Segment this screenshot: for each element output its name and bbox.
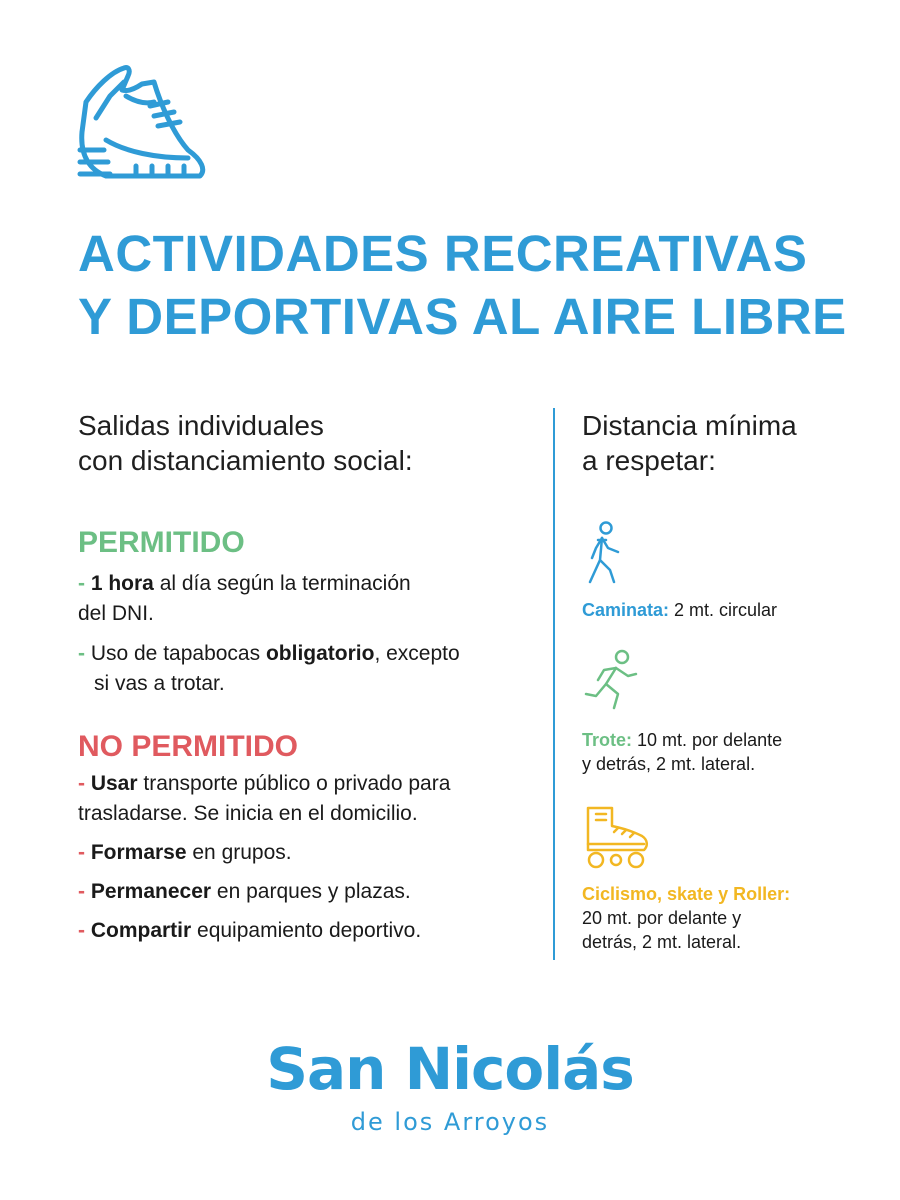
title-line-1: ACTIVIDADES RECREATIVAS [78,225,808,282]
activity-detail: 20 mt. por delante y [582,908,742,928]
item-text: trasladarse. Se inicia en el domicilio. [78,802,418,825]
permitted-heading: PERMITIDO [78,526,245,559]
not-permitted-item [78,838,538,868]
item-text: transporte público o privado para [137,772,451,795]
intro-line-1: Salidas individuales [78,410,324,441]
distance-heading-line-2: a respetar: [582,445,716,476]
not-permitted-item [78,877,538,907]
walking-text [582,598,882,622]
intro-text [78,408,538,478]
distance-heading-line-1: Distancia mínima [582,410,797,441]
activity-walking [582,520,882,622]
dash: - [78,772,91,795]
activity-detail: 2 mt. circular [669,600,778,620]
activity-label: Ciclismo, skate y Roller: [582,884,791,904]
logo-subtitle: de los Arroyos [350,1108,550,1136]
title-line-2: Y DEPORTIVAS AL AIRE LIBRE [78,288,847,345]
permitted-item [78,639,538,699]
item-text: en parques y plazas. [211,880,411,903]
roller-skate-icon [582,804,652,870]
bold-text: Compartir [90,919,192,942]
dash: - [78,642,91,665]
item-text: equipamiento deportivo. [191,919,422,942]
activity-label: Caminata: [582,600,670,620]
dash: - [78,841,91,864]
activity-detail: y detrás, 2 mt. lateral. [582,754,756,774]
page-title [78,222,878,348]
item-text: en grupos. [186,841,292,864]
running-person-icon [582,648,640,716]
not-permitted-item [78,916,538,946]
cycling-text [582,882,882,954]
column-divider [553,408,555,960]
item-text: , excepto [374,642,460,665]
item-text: si vas a trotar. [94,672,225,695]
not-permitted-heading: NO PERMITIDO [78,730,299,763]
activity-detail: 10 mt. por delante [632,730,783,750]
not-permitted-item [78,769,538,829]
municipality-logo [0,1036,900,1136]
bold-text: Formarse [90,841,187,864]
sneaker-icon [76,62,208,188]
bold-text: obligatorio [265,642,375,665]
item-text: del DNI. [78,602,154,625]
intro-line-2: con distanciamiento social: [78,445,413,476]
logo-main-text: San Nicolás [266,1035,634,1103]
walking-person-icon [582,520,626,590]
rules-column [78,408,538,946]
dash: - [78,919,91,942]
permitted-item [78,569,538,629]
activity-detail: detrás, 2 mt. lateral. [582,932,742,952]
bold-text: Permanecer [90,880,212,903]
distance-heading [582,408,882,478]
bold-text: Usar [90,772,138,795]
item-text: al día según la terminación [153,572,411,595]
item-text: Uso de tapabocas [90,642,266,665]
distance-column [582,408,882,954]
activity-cycling-skate [582,804,882,954]
running-text [582,728,882,776]
bold-text: 1 hora [90,572,154,595]
dash: - [78,880,91,903]
activity-label: Trote: [582,730,633,750]
dash: - [78,572,91,595]
activity-running [582,648,882,776]
